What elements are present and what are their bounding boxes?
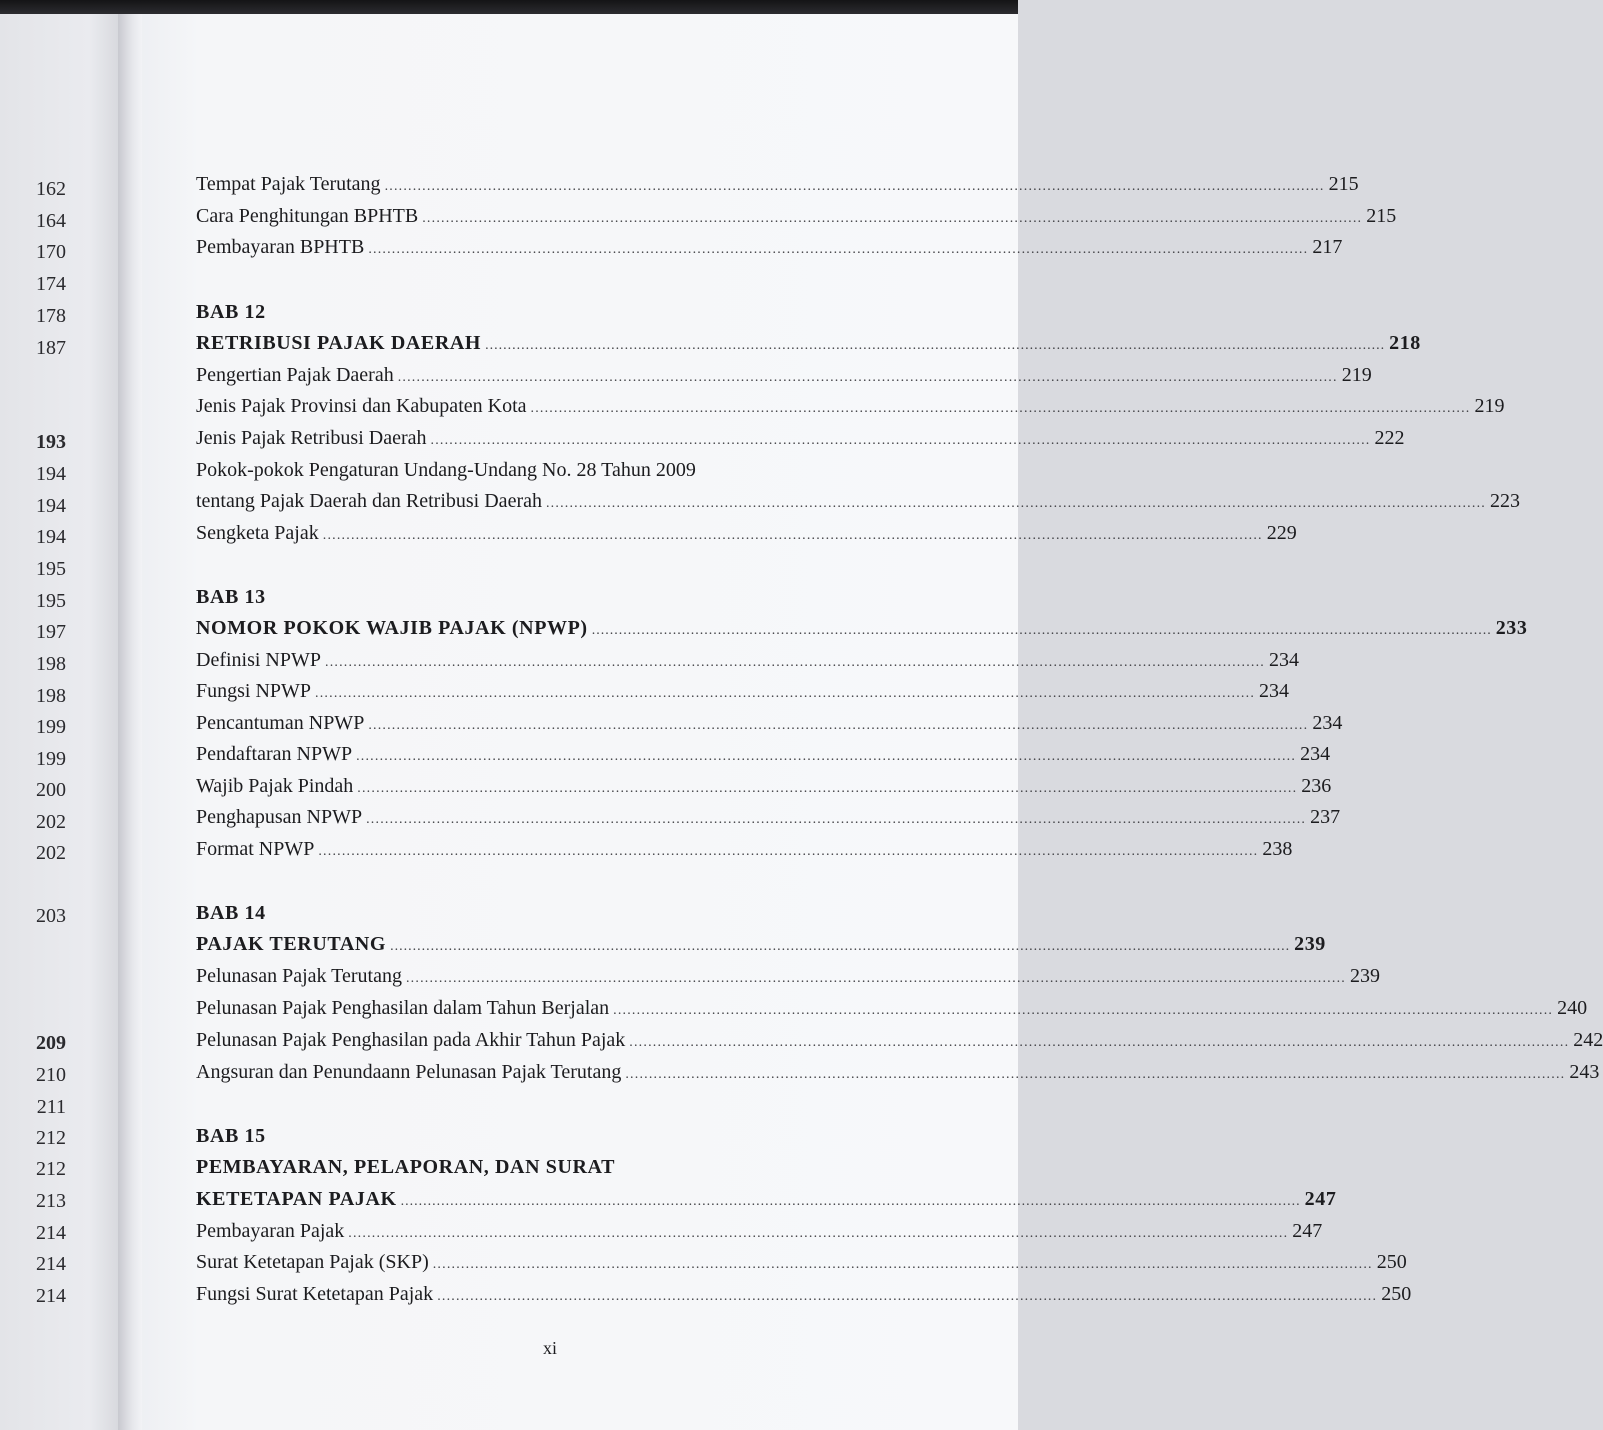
toc-entry — [196, 1060, 1600, 1084]
toc-entry — [196, 837, 1293, 861]
leader-dots: ........................................................................................................................................................................................................ — [422, 211, 1363, 226]
toc-entry — [196, 648, 1299, 672]
toc-title: Pembayaran Pajak — [196, 1220, 345, 1242]
toc-page: 240 — [1557, 997, 1588, 1019]
toc-entry — [196, 774, 1332, 798]
page-folio: xi — [542, 1338, 557, 1358]
toc-title: Fungsi Surat Ketetapan Pajak — [196, 1283, 434, 1305]
toc-entry — [196, 363, 1372, 387]
leader-dots: ........................................................................................................................................................................................................ — [530, 401, 1471, 416]
left-page-edge — [0, 14, 128, 1430]
leader-dots: ........................................................................................................................................................................................................ — [437, 1289, 1378, 1304]
toc-title: Sengketa Pajak — [196, 522, 319, 544]
toc-title: Tempat Pajak Terutang — [196, 173, 381, 195]
facing-page-number: 214 — [36, 1222, 66, 1244]
toc-entry — [196, 426, 1405, 450]
toc-title: Pengertian Pajak Daerah — [196, 364, 394, 386]
chapter-title: NOMOR POKOK WAJIB PAJAK (NPWP) — [196, 617, 588, 639]
toc-entry — [196, 235, 1343, 259]
facing-page-number: 193 — [36, 431, 66, 453]
toc-page: 239 — [1294, 933, 1326, 955]
toc-title: Angsuran dan Penundaann Pelunasan Pajak Terutang — [196, 1061, 622, 1083]
facing-page-number: 194 — [36, 526, 66, 548]
facing-page-number: 212 — [36, 1158, 66, 1180]
toc-title: tentang Pajak Daerah dan Retribusi Daerah — [196, 490, 542, 512]
chapter-entry — [196, 331, 1421, 355]
leader-dots: ........................................................................................................................................................................................................ — [368, 718, 1309, 733]
toc-entry — [196, 204, 1397, 228]
toc-title: Jenis Pajak Retribusi Daerah — [196, 427, 427, 449]
toc-entry — [196, 489, 1520, 513]
facing-page-number: 211 — [36, 1096, 66, 1118]
toc-entry — [196, 1028, 1603, 1052]
toc-entry — [196, 1250, 1407, 1274]
facing-page-number: 199 — [36, 748, 66, 770]
toc-page: 243 — [1569, 1061, 1600, 1083]
toc-entry — [196, 711, 1343, 735]
facing-page-number: 164 — [36, 210, 66, 232]
toc-entry — [196, 996, 1588, 1020]
leader-dots: ........................................................................................................................................................................................................ — [315, 686, 1256, 701]
toc-entry — [196, 742, 1331, 766]
toc-title: Pelunasan Pajak Terutang — [196, 965, 402, 987]
toc-title: Pelunasan Pajak Penghasilan dalam Tahun Berjalan — [196, 997, 610, 1019]
leader-dots: ........................................................................................................................................................................................................ — [400, 1194, 1301, 1209]
facing-page-number: 178 — [36, 305, 66, 327]
chapter-label: BAB 14 — [196, 902, 266, 924]
toc-entry-line1 — [196, 458, 904, 482]
toc-page: 218 — [1389, 332, 1421, 354]
chapter-label: BAB 12 — [196, 301, 266, 323]
leader-dots: ........................................................................................................................................................................................................ — [613, 1003, 1554, 1018]
toc-entry — [196, 172, 1359, 196]
facing-page-number: 187 — [36, 337, 66, 359]
facing-page-number: 213 — [36, 1190, 66, 1212]
leader-dots: ........................................................................................................................................................................................................ — [318, 844, 1259, 859]
leader-dots: ........................................................................................................................................................................................................ — [368, 242, 1309, 257]
chapter-title: PAJAK TERUTANG — [196, 933, 387, 955]
leader-dots: ........................................................................................................................................................................................................ — [322, 528, 1263, 543]
facing-page-number: 198 — [36, 653, 66, 675]
chapter-entry — [196, 1187, 1337, 1211]
toc-title: Wajib Pajak Pindah — [196, 775, 354, 797]
leader-dots: ........................................................................................................................................................................................................ — [356, 749, 1297, 764]
toc-page: 215 — [1328, 173, 1359, 195]
leader-dots: ........................................................................................................................................................................................................ — [397, 370, 1338, 385]
leader-dots: ........................................................................................................................................................................................................ — [357, 781, 1298, 796]
toc-entry — [196, 805, 1341, 829]
leader-dots: ........................................................................................................................................................................................................ — [390, 939, 1291, 954]
facing-page-number: 194 — [36, 495, 66, 517]
chapter-entry — [196, 932, 1326, 956]
toc-title: Format NPWP — [196, 838, 315, 860]
leader-dots: ........................................................................................................................................................................................................ — [348, 1226, 1289, 1241]
toc-page: 233 — [1495, 617, 1528, 639]
facing-page-number: 203 — [36, 905, 66, 927]
book-gutter — [118, 14, 142, 1430]
chapter-entry — [196, 616, 1528, 640]
toc-entry — [196, 964, 1380, 988]
facing-page-number: 194 — [36, 463, 66, 485]
toc-page: 234 — [1300, 743, 1331, 765]
toc-title: Pendaftaran NPWP — [196, 743, 353, 765]
facing-page-number: 212 — [36, 1127, 66, 1149]
toc-title: Pelunasan Pajak Penghasilan pada Akhir Tahun Pajak — [196, 1029, 626, 1051]
toc-page: 250 — [1381, 1283, 1412, 1305]
toc-title: Jenis Pajak Provinsi dan Kabupaten Kota — [196, 395, 527, 417]
toc-title: Pencantuman NPWP — [196, 712, 365, 734]
leader-dots: ........................................................................................................................................................................................................ — [366, 812, 1307, 827]
toc-page: 229 — [1266, 522, 1297, 544]
facing-page-number: 162 — [36, 178, 66, 200]
toc-page: 217 — [1312, 236, 1343, 258]
toc-page: 234 — [1312, 712, 1343, 734]
toc-page: 242 — [1573, 1029, 1603, 1051]
facing-page-number: 209 — [36, 1032, 66, 1054]
toc-entry — [196, 521, 1297, 545]
toc-title: Definisi NPWP — [196, 649, 321, 671]
leader-dots: ........................................................................................................................................................................................................ — [485, 338, 1386, 353]
leader-dots: ........................................................................................................................................................................................................ — [629, 1035, 1570, 1050]
toc-page: 234 — [1269, 649, 1299, 671]
facing-page-number: 174 — [36, 273, 66, 295]
facing-page-number: 195 — [36, 558, 66, 580]
chapter-title-line1: PEMBAYARAN, PELAPORAN, DAN SURAT — [196, 1156, 616, 1178]
toc-page: 250 — [1376, 1251, 1407, 1273]
facing-page-number: 198 — [36, 685, 66, 707]
facing-page-number: 202 — [36, 842, 66, 864]
toc-page: 247 — [1304, 1188, 1337, 1210]
chapter-label: BAB 13 — [196, 586, 266, 608]
toc-page: 239 — [1349, 965, 1380, 987]
toc-entry — [196, 679, 1290, 703]
chapter-label: BAB 15 — [196, 1125, 266, 1147]
facing-page-number: 202 — [36, 811, 66, 833]
book-top-edge — [0, 0, 1018, 14]
chapter-title: KETETAPAN PAJAK — [196, 1188, 397, 1210]
leader-dots: ........................................................................................................................................................................................................ — [625, 1067, 1566, 1082]
toc-page: 219 — [1341, 364, 1372, 386]
toc-title: Cara Penghitungan BPHTB — [196, 205, 419, 227]
toc-title: Fungsi NPWP — [196, 680, 312, 702]
toc-entry — [196, 394, 1505, 418]
leader-dots: ........................................................................................................................................................................................................ — [384, 179, 1325, 194]
leader-dots: ........................................................................................................................................................................................................ — [545, 496, 1486, 511]
chapter-title: RETRIBUSI PAJAK DAERAH — [196, 332, 482, 354]
facing-page-number: 195 — [36, 590, 66, 612]
toc-entry — [196, 1219, 1323, 1243]
toc-page: 237 — [1310, 806, 1341, 828]
toc-page: 215 — [1366, 205, 1397, 227]
toc-page: 238 — [1262, 838, 1293, 860]
toc-page: 223 — [1489, 490, 1520, 512]
toc-page: 222 — [1374, 427, 1405, 449]
facing-page-number: 197 — [36, 621, 66, 643]
toc-title: Surat Ketetapan Pajak (SKP) — [196, 1251, 429, 1273]
facing-page-number: 210 — [36, 1064, 66, 1086]
toc-entry — [196, 1282, 1412, 1306]
leader-dots: ........................................................................................................................................................................................................ — [405, 971, 1346, 986]
toc-page: 234 — [1259, 680, 1290, 702]
facing-page-number: 214 — [36, 1253, 66, 1275]
facing-page-number: 200 — [36, 779, 66, 801]
leader-dots: ........................................................................................................................................................................................................ — [325, 655, 1265, 670]
toc-title: Pembayaran BPHTB — [196, 236, 365, 258]
leader-dots: ........................................................................................................................................................................................................ — [591, 623, 1492, 638]
leader-dots: ........................................................................................................................................................................................................ — [432, 1257, 1373, 1272]
leader-dots: ........................................................................................................................................................................................................ — [430, 433, 1371, 448]
facing-page-number: 214 — [36, 1285, 66, 1307]
toc-page: 236 — [1301, 775, 1332, 797]
facing-page-number: 199 — [36, 716, 66, 738]
toc-page: 247 — [1292, 1220, 1323, 1242]
toc-title: Pokok-pokok Pengaturan Undang-Undang No. 28 Tahun 2009 — [196, 459, 696, 481]
facing-page-number: 170 — [36, 241, 66, 263]
toc-page: 219 — [1474, 395, 1505, 417]
toc-title: Penghapusan NPWP — [196, 806, 363, 828]
